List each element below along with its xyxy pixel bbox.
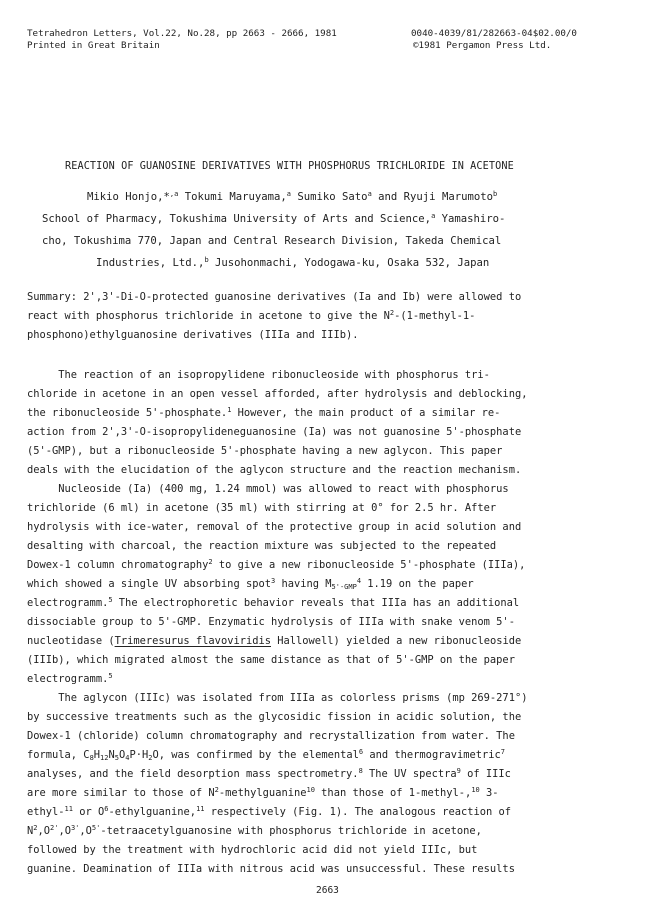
body-line: $N^2,O^{2'},O^{3'},O^{5'}$-tetraacetylguanosine with phosphorus trichloride in acetone, (27, 824, 482, 837)
article-code: 0040-4039/81/282663-04$02.00/0 (411, 28, 577, 39)
body-line: dissociable group to 5'-GMP. Enzymatic hydrolysis of IIIa with snake venom 5'- (27, 616, 515, 628)
author-2-mark: a (286, 190, 292, 198)
journal-citation: Tetrahedron Letters, Vol.22, No.28, pp 2663 - 2666, 1981 (27, 28, 337, 39)
paper-title: REACTION OF GUANOSINE DERIVATIVES WITH PHOSPHORUS TRICHLORIDE IN ACETONE (65, 161, 514, 172)
body-line: by successive treatments such as the glycosidic fission in acidic solution, the (27, 711, 522, 723)
body-line: followed by the treatment with hydrochloric acid did not yield IIIc, but (27, 844, 478, 856)
body-line: analyses, and the field desorption mass spectrometry.$^8$ The UV spectra$^9$ of IIIc (27, 767, 511, 780)
body-line: The aglycon (IIIc) was isolated from IIIa as colorless prisms (mp 269-271°) (27, 692, 528, 704)
author-3: Sumiko Sato (291, 191, 368, 203)
body-line: action from 2',3'-O-isopropylideneguanosine (Ia) was not guanosine 5'-phosphate (27, 426, 522, 438)
author-4: and Ryuji Marumoto (371, 191, 493, 203)
author-2: Tokumi Maruyama, (178, 191, 287, 203)
body-line: hydrolysis with ice-water, removal of the protective group in acid solution and (27, 521, 522, 533)
body-line: ethyl-$^{11}$ or $O^6-ethylguanine,^{11}$ respectively (Fig. 1). The analogous reaction of (27, 805, 512, 818)
body-line: deals with the elucidation of the aglycon structure and the reaction mechanism. (27, 464, 522, 476)
body-line: electrogramm.$^5$ The electrophoretic behavior reveals that IIIa has an additional (27, 596, 520, 609)
author-4-mark: b (492, 190, 498, 198)
body-line: the ribonucleoside 5'-phosphate.$^1$ However, the main product of a similar re- (27, 406, 501, 419)
affiliation-line: School of Pharmacy, Tokushima University of Arts and Science,$^a$ Yamashiro- (42, 212, 506, 225)
author-1: Mikio Honjo,* (87, 191, 170, 203)
body-line: (5'-GMP), but a ribonucleoside 5'-phosphate having a new aglycon. This paper (27, 445, 503, 457)
summary-line: react with phosphorus trichloride in acetone to give the $N^2-(1-methyl-1-$ (27, 309, 476, 322)
species-name: Trimeresurus flavoviridis (114, 635, 271, 647)
body-line: formula, $C_8H_{12}N_5O_4P\cdot H_2O$, was confirmed by the elemental$^6$ and thermogravimetric$^7$ (27, 748, 505, 762)
affiliation-line: Industries, Ltd.,$^b$ Jusohonmachi, Yodogawa-ku, Osaka 532, Japan (96, 256, 490, 269)
copyright: ©1981 Pergamon Press Ltd. (413, 40, 552, 51)
summary-line: phosphono)ethylguanosine derivatives (IIIa and IIIb). (27, 329, 359, 341)
affiliation-line: cho, Tokushima 770, Japan and Central Research Division, Takeda Chemical (42, 235, 502, 247)
body-line: which showed a single UV absorbing spot$^3$ having $M_{5'-GMP}^4$ 1.19 on the paper (27, 577, 474, 591)
body-line: nucleotidase (Trimeresurus flavoviridis Hallowell) yielded a new ribonucleoside (27, 635, 522, 647)
body-line: chloride in acetone in an open vessel afforded, after hydrolysis and deblocking, (27, 388, 528, 400)
body-line: (IIIb), which migrated almost the same distance as that of 5'-GMP on the paper (27, 654, 515, 666)
body-line: Dowex-1 (chloride) column chromatography and recrystallization from water. The (27, 730, 515, 742)
body-line: Dowex-1 column chromatography$^2$ to give a new ribonucleoside 5'-phosphate (IIIa), (27, 558, 526, 571)
printed-in: Printed in Great Britain (27, 40, 160, 51)
author-1-mark: ,a (169, 190, 179, 198)
author-list (87, 190, 497, 204)
author-3-mark: a (367, 190, 372, 198)
page-number: 2663 (316, 885, 339, 896)
body-line: guanine. Deamination of IIIa with nitrous acid was unsuccessful. These results (27, 863, 515, 875)
body-line: trichloride (6 ml) in acetone (35 ml) with stirring at 0° for 2.5 hr. After (27, 502, 497, 514)
body-line: electrogramm.$^5$ (27, 672, 113, 685)
body-line: are more similar to those of $N^2-methylguanine^{10}$ than those of 1-methyl-,$^{10}$ 3- (27, 786, 499, 799)
summary-line: Summary: 2',3'-Di-O-protected guanosine derivatives (Ia and Ib) were allowed to (27, 291, 522, 303)
body-line: Nucleoside (Ia) (400 mg, 1.24 mmol) was allowed to react with phosphorus (27, 483, 509, 495)
body-line: The reaction of an isopropylidene ribonucleoside with phosphorus tri- (27, 369, 490, 381)
body-line: desalting with charcoal, the reaction mixture was subjected to the repeated (27, 540, 497, 552)
